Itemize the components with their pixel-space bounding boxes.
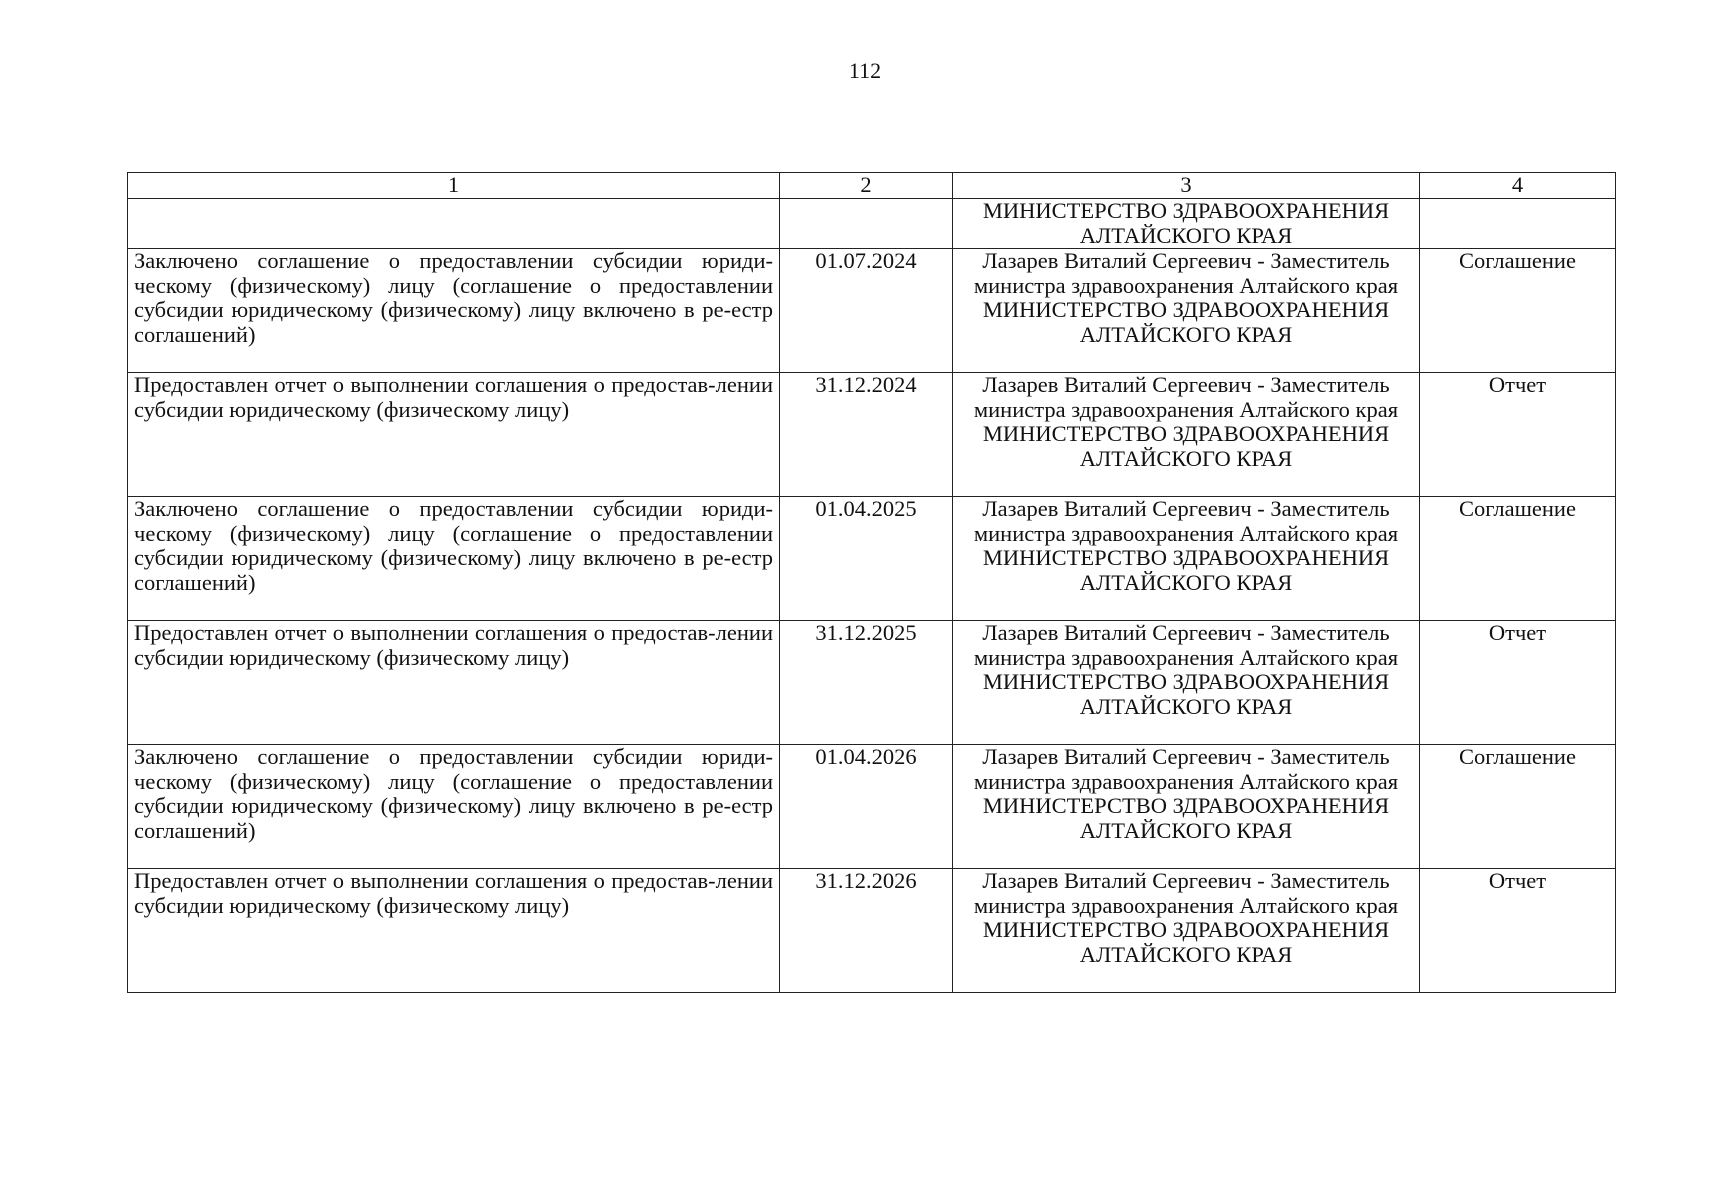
description-cell bbox=[128, 199, 780, 249]
document-type-cell bbox=[1420, 199, 1616, 249]
responsible-cell bbox=[953, 621, 1420, 745]
responsible-org: МИНИСТЕРСТВО ЗДРАВООХРАНЕНИЯ АЛТАЙСКОГО КРАЯ bbox=[982, 297, 1390, 347]
date-cell: 01.07.2024 bbox=[780, 249, 953, 373]
column-number-3: 3 bbox=[953, 173, 1420, 199]
document-type-cell: Отчет bbox=[1420, 869, 1616, 993]
page-number: 112 bbox=[848, 58, 882, 83]
document-type-cell: Соглашение bbox=[1420, 249, 1616, 373]
description-cell: Заключено соглашение о предоставлении субсидии юриди-ческому (физическому) лицу (соглашение о предоставлении субсидии юридическому (физическому) лицу включено в ре-естр соглашений) bbox=[128, 497, 780, 621]
responsible-person: Лазарев Виталий Сергеевич - Заместитель министра здравоохранения Алтайского края bbox=[973, 248, 1399, 298]
responsible-org: МИНИСТЕРСТВО ЗДРАВООХРАНЕНИЯ АЛТАЙСКОГО КРАЯ bbox=[982, 669, 1390, 719]
responsible-person: Лазарев Виталий Сергеевич - Заместитель министра здравоохранения Алтайского края bbox=[973, 744, 1399, 794]
responsible-cell bbox=[953, 745, 1420, 869]
plan-table bbox=[127, 172, 1616, 993]
column-number-row bbox=[128, 173, 1616, 199]
date-cell: 01.04.2025 bbox=[780, 497, 953, 621]
table-row bbox=[128, 745, 1616, 869]
table-row bbox=[128, 497, 1616, 621]
table-row bbox=[128, 869, 1616, 993]
document-type-cell: Соглашение bbox=[1420, 497, 1616, 621]
responsible-org: МИНИСТЕРСТВО ЗДРАВООХРАНЕНИЯ АЛТАЙСКОГО КРАЯ bbox=[982, 545, 1390, 595]
document-type-cell: Отчет bbox=[1420, 373, 1616, 497]
table-rows bbox=[128, 249, 1616, 993]
responsible-org: МИНИСТЕРСТВО ЗДРАВООХРАНЕНИЯ АЛТАЙСКОГО КРАЯ bbox=[982, 793, 1390, 843]
column-number-2: 2 bbox=[780, 173, 953, 199]
responsible-org: МИНИСТЕРСТВО ЗДРАВООХРАНЕНИЯ АЛТАЙСКОГО КРАЯ bbox=[982, 421, 1390, 471]
responsible-person: Лазарев Виталий Сергеевич - Заместитель министра здравоохранения Алтайского края bbox=[973, 868, 1399, 918]
table-row bbox=[128, 249, 1616, 373]
document-type-cell: Отчет bbox=[1420, 621, 1616, 745]
responsible-person: Лазарев Виталий Сергеевич - Заместитель министра здравоохранения Алтайского края bbox=[973, 372, 1399, 422]
responsible-person: Лазарев Виталий Сергеевич - Заместитель министра здравоохранения Алтайского края bbox=[973, 620, 1399, 670]
date-cell: 31.12.2025 bbox=[780, 621, 953, 745]
table-row bbox=[128, 373, 1616, 497]
responsible-cell bbox=[953, 249, 1420, 373]
responsible-org: МИНИСТЕРСТВО ЗДРАВООХРАНЕНИЯ АЛТАЙСКОГО КРАЯ bbox=[982, 917, 1390, 967]
date-cell: 31.12.2026 bbox=[780, 869, 953, 993]
column-number-4: 4 bbox=[1420, 173, 1616, 199]
table-row-continuation bbox=[128, 199, 1616, 249]
description-cell: Заключено соглашение о предоставлении субсидии юриди-ческому (физическому) лицу (соглашение о предоставлении субсидии юридическому (физическому) лицу включено в ре-естр соглашений) bbox=[128, 249, 780, 373]
document-type-cell: Соглашение bbox=[1420, 745, 1616, 869]
responsible-cell bbox=[953, 869, 1420, 993]
column-number-1: 1 bbox=[128, 173, 780, 199]
description-cell: Предоставлен отчет о выполнении соглашения о предостав-лении субсидии юридическому (физическому лицу) bbox=[128, 373, 780, 497]
responsible-org: МИНИСТЕРСТВО ЗДРАВООХРАНЕНИЯ АЛТАЙСКОГО КРАЯ bbox=[982, 198, 1390, 248]
table-row bbox=[128, 621, 1616, 745]
description-cell: Заключено соглашение о предоставлении субсидии юриди-ческому (физическому) лицу (соглашение о предоставлении субсидии юридическому (физическому) лицу включено в ре-естр соглашений) bbox=[128, 745, 780, 869]
description-cell: Предоставлен отчет о выполнении соглашения о предостав-лении субсидии юридическому (физическому лицу) bbox=[128, 869, 780, 993]
responsible-cell bbox=[953, 497, 1420, 621]
responsible-cell bbox=[953, 199, 1420, 249]
responsible-person: Лазарев Виталий Сергеевич - Заместитель министра здравоохранения Алтайского края bbox=[973, 496, 1399, 546]
date-cell: 31.12.2024 bbox=[780, 373, 953, 497]
description-cell: Предоставлен отчет о выполнении соглашения о предостав-лении субсидии юридическому (физическому лицу) bbox=[128, 621, 780, 745]
date-cell: 01.04.2026 bbox=[780, 745, 953, 869]
date-cell bbox=[780, 199, 953, 249]
responsible-cell bbox=[953, 373, 1420, 497]
